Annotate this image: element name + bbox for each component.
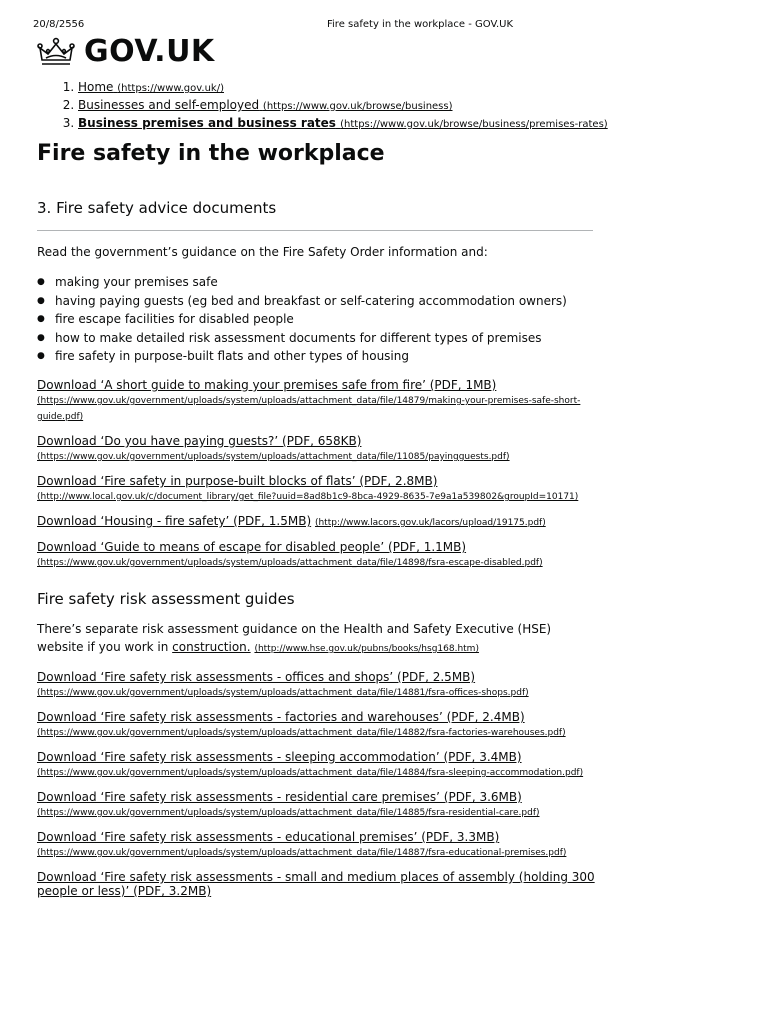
breadcrumb-label: Home <box>78 80 114 94</box>
list-item: ● having paying guests (eg bed and breakfast or self-catering accommodation owners) <box>37 292 597 311</box>
download-item <box>37 474 597 504</box>
download-link[interactable]: Download ‘Do you have paying guests?’ (PDF, 658KB) <box>37 433 362 448</box>
govuk-logo[interactable] <box>36 34 215 69</box>
download-link[interactable]: Download ‘Fire safety risk assessments - offices and shops’ (PDF, 2.5MB) <box>37 669 476 684</box>
construction-link[interactable]: construction. <box>172 639 251 654</box>
download-link[interactable]: Download ‘A short guide to making your premises safe from fire’ (PDF, 1MB) <box>37 377 497 392</box>
breadcrumb-link-premises[interactable] <box>78 116 608 130</box>
download-link[interactable]: Download ‘Guide to means of escape for disabled people’ (PDF, 1.1MB) <box>37 539 467 554</box>
logo-text: GOV.UK <box>84 34 215 69</box>
download-item <box>37 750 597 780</box>
breadcrumb <box>62 79 608 133</box>
hse-text-before: There’s separate risk assessment guidance on the Health and Safety Executive (HSE) website if you work in <box>37 621 552 654</box>
download-url[interactable]: (http://www.local.gov.uk/c/document_library/get_file?uuid=8ad8b1c9-8bca-4929-8635-7e9a1a539802&groupId=10171) <box>37 491 579 502</box>
download-item <box>37 670 597 700</box>
download-item <box>37 378 597 424</box>
breadcrumb-label: Businesses and self-employed <box>78 98 260 112</box>
download-link[interactable]: Download ‘Fire safety in purpose-built blocks of flats’ (PDF, 2.8MB) <box>37 473 438 488</box>
breadcrumb-url: (https://www.gov.uk/browse/business/premises-rates) <box>340 119 608 130</box>
breadcrumb-url: (https://www.gov.uk/) <box>117 83 224 94</box>
download-url[interactable]: (http://www.lacors.gov.uk/lacors/upload/19175.pdf) <box>314 517 546 528</box>
download-item <box>37 710 597 740</box>
crown-icon <box>36 36 76 68</box>
breadcrumb-link-business[interactable] <box>78 98 453 112</box>
list-item: ● fire escape facilities for disabled people <box>37 310 597 329</box>
download-link[interactable]: Download ‘Housing - fire safety’ (PDF, 1.5MB) <box>37 513 312 528</box>
breadcrumb-link-home[interactable] <box>78 80 224 94</box>
section-divider <box>37 230 593 231</box>
main-content <box>37 243 597 908</box>
download-url[interactable]: (https://www.gov.uk/government/uploads/system/uploads/attachment_data/file/14887/fsra-educational-premises.pdf) <box>37 847 567 858</box>
download-url[interactable]: (https://www.gov.uk/government/uploads/system/uploads/attachment_data/file/14885/fsra-residential-care.pdf) <box>37 807 540 818</box>
download-link[interactable]: Download ‘Fire safety risk assessments - sleeping accommodation’ (PDF, 3.4MB) <box>37 749 522 764</box>
breadcrumb-url: (https://www.gov.uk/browse/business) <box>262 101 453 112</box>
print-date: 20/8/2556 <box>33 19 85 30</box>
construction-url[interactable]: (http://www.hse.gov.uk/pubns/books/hsg168.htm) <box>254 643 479 654</box>
download-url[interactable]: (https://www.gov.uk/government/uploads/system/uploads/attachment_data/file/14879/making-your-premises-safe-short-guide.pdf) <box>37 395 581 422</box>
download-link[interactable]: Download ‘Fire safety risk assessments - educational premises’ (PDF, 3.3MB) <box>37 829 500 844</box>
download-link[interactable]: Download ‘Fire safety risk assessments - factories and warehouses’ (PDF, 2.4MB) <box>37 709 525 724</box>
download-item <box>37 434 597 464</box>
topic-list <box>37 273 597 366</box>
download-item <box>37 540 597 570</box>
download-url[interactable]: (https://www.gov.uk/government/uploads/system/uploads/attachment_data/file/14881/fsra-offices-shops.pdf) <box>37 687 529 698</box>
download-url[interactable]: (https://www.gov.uk/government/uploads/system/uploads/attachment_data/file/14898/fsra-escape-disabled.pdf) <box>37 557 543 568</box>
print-page-title: Fire safety in the workplace - GOV.UK <box>327 19 514 30</box>
download-item <box>37 870 597 898</box>
list-item: ● fire safety in purpose-built flats and other types of housing <box>37 347 597 366</box>
risk-guides-heading: Fire safety risk assessment guides <box>37 589 295 608</box>
breadcrumb-item-business <box>78 97 608 115</box>
download-link[interactable]: Download ‘Fire safety risk assessments - residential care premises’ (PDF, 3.6MB) <box>37 789 522 804</box>
hse-text <box>37 620 597 658</box>
download-item <box>37 830 597 860</box>
page-title: Fire safety in the workplace <box>37 141 385 166</box>
breadcrumb-item-home <box>78 79 608 97</box>
download-url[interactable]: (https://www.gov.uk/government/uploads/system/uploads/attachment_data/file/11085/payingguests.pdf) <box>37 451 510 462</box>
download-url[interactable]: (https://www.gov.uk/government/uploads/system/uploads/attachment_data/file/14882/fsra-factories-warehouses.pdf) <box>37 727 566 738</box>
breadcrumb-label: Business premises and business rates <box>78 116 336 130</box>
download-url[interactable]: (https://www.gov.uk/government/uploads/system/uploads/attachment_data/file/14884/fsra-sleeping-accommodation.pdf) <box>37 767 584 778</box>
list-item: ● how to make detailed risk assessment documents for different types of premises <box>37 329 597 348</box>
section-heading: 3. Fire safety advice documents <box>37 199 277 217</box>
intro-text: Read the government’s guidance on the Fire Safety Order information and: <box>37 245 488 259</box>
breadcrumb-item-premises <box>78 115 608 133</box>
list-item: ● making your premises safe <box>37 273 597 292</box>
download-link[interactable]: Download ‘Fire safety risk assessments - small and medium places of assembly (holding 300 people or less)’ (PDF, 3.2MB) <box>37 869 595 898</box>
download-item <box>37 790 597 820</box>
download-item <box>37 514 597 530</box>
